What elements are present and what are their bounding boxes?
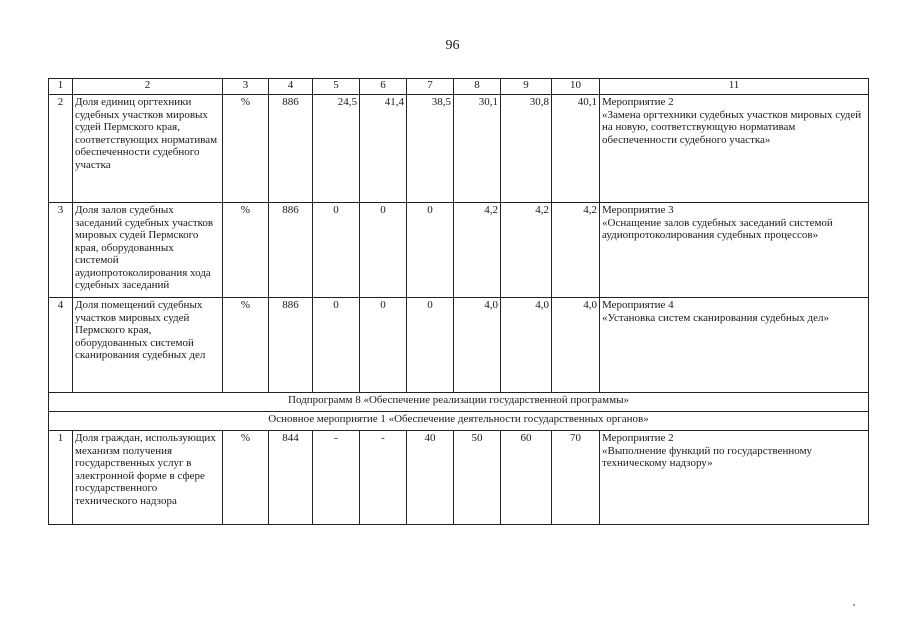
value-cell: 4,2 — [552, 203, 600, 298]
value-cell: 30,8 — [501, 95, 552, 203]
unit-cell: % — [223, 298, 269, 393]
scan-speck — [853, 604, 855, 606]
unit-cell: % — [223, 203, 269, 298]
page-number: 96 — [445, 38, 460, 53]
value-cell: 4,0 — [552, 298, 600, 393]
code-cell: 886 — [269, 298, 313, 393]
subprogram-title: Подпрограмм 8 «Обеспечение реализации государственной программы» — [49, 393, 869, 412]
column-header: 7 — [407, 79, 454, 95]
value-cell: 70 — [552, 431, 600, 525]
value-cell: 41,4 — [360, 95, 407, 203]
value-cell: 40 — [407, 431, 454, 525]
value-cell: 40,1 — [552, 95, 600, 203]
column-header: 2 — [73, 79, 223, 95]
main-event-title: Основное мероприятие 1 «Обеспечение деятельности государственных органов» — [49, 412, 869, 431]
event-cell — [600, 203, 869, 298]
indicators-table — [48, 78, 869, 525]
value-cell: 0 — [360, 203, 407, 298]
value-cell: - — [360, 431, 407, 525]
row-number: 3 — [49, 203, 73, 298]
value-cell: 0 — [313, 203, 360, 298]
event-text: «Установка систем сканирования судебных дел» — [602, 311, 829, 324]
column-header: 1 — [49, 79, 73, 95]
row-number: 1 — [49, 431, 73, 525]
value-cell: 60 — [501, 431, 552, 525]
column-header: 10 — [552, 79, 600, 95]
indicator-name: Доля граждан, использующих механизм получения государственных услуг в электронной форме в сфере государственного технического надзора — [73, 431, 223, 525]
table-row — [49, 203, 869, 298]
event-cell — [600, 298, 869, 393]
event-text: «Замена оргтехники судебных участков мировых судей на новую, соответствующую нормативам обеспеченности судебного участка» — [602, 108, 862, 146]
unit-cell: % — [223, 431, 269, 525]
code-cell: 844 — [269, 431, 313, 525]
value-cell: - — [313, 431, 360, 525]
event-text: «Оснащение залов судебных заседаний системой аудиопротоколирования судебных процессов» — [602, 216, 833, 241]
row-number: 4 — [49, 298, 73, 393]
column-header: 5 — [313, 79, 360, 95]
header-row — [49, 79, 869, 95]
column-header: 11 — [600, 79, 869, 95]
indicator-name: Доля помещений судебных участков мировых судей Пермского края, оборудованных системой сканирования судебных дел — [73, 298, 223, 393]
table-row — [49, 431, 869, 525]
event-title: Мероприятие 2 — [602, 96, 674, 108]
event-cell — [600, 95, 869, 203]
code-cell: 886 — [269, 95, 313, 203]
value-cell: 50 — [454, 431, 501, 525]
event-title: Мероприятие 4 — [602, 299, 674, 311]
subprogram-row — [49, 393, 869, 412]
unit-cell: % — [223, 95, 269, 203]
code-cell: 886 — [269, 203, 313, 298]
value-cell: 0 — [360, 298, 407, 393]
value-cell: 4,2 — [454, 203, 501, 298]
column-header: 8 — [454, 79, 501, 95]
table-row — [49, 95, 869, 203]
row-number: 2 — [49, 95, 73, 203]
column-header: 3 — [223, 79, 269, 95]
column-header: 4 — [269, 79, 313, 95]
indicator-name: Доля залов судебных заседаний судебных участков мировых судей Пермского края, оборудованных системой аудиопротоколирования хода судебных заседаний — [73, 203, 223, 298]
value-cell: 24,5 — [313, 95, 360, 203]
table-row — [49, 298, 869, 393]
main-event-row — [49, 412, 869, 431]
value-cell: 0 — [313, 298, 360, 393]
event-text: «Выполнение функций по государственному техническому надзору» — [602, 444, 813, 469]
value-cell: 30,1 — [454, 95, 501, 203]
value-cell: 4,0 — [454, 298, 501, 393]
indicator-name: Доля единиц оргтехники судебных участков мировых судей Пермского края, соответствующих нормативам обеспеченности судебного участка — [73, 95, 223, 203]
value-cell: 0 — [407, 203, 454, 298]
value-cell: 38,5 — [407, 95, 454, 203]
event-cell — [600, 431, 869, 525]
value-cell: 4,0 — [501, 298, 552, 393]
column-header: 9 — [501, 79, 552, 95]
value-cell: 0 — [407, 298, 454, 393]
event-title: Мероприятие 2 — [602, 432, 674, 444]
event-title: Мероприятие 3 — [602, 204, 674, 216]
column-header: 6 — [360, 79, 407, 95]
value-cell: 4,2 — [501, 203, 552, 298]
